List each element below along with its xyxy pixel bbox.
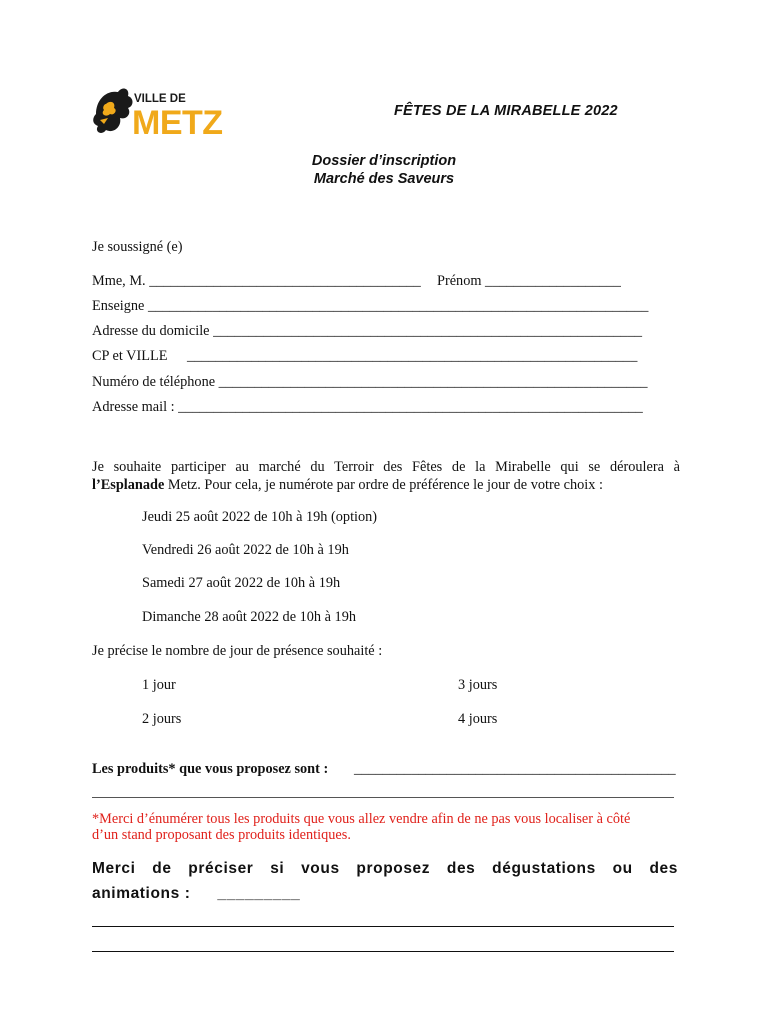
presence-option-2: 2 jours bbox=[142, 711, 182, 727]
tasting-answer-line-1[interactable] bbox=[92, 926, 674, 927]
name-field[interactable]: Mme, M. ______________________________________ bbox=[92, 273, 421, 289]
cp-field[interactable]: _______________________________________________________________ bbox=[187, 348, 638, 364]
participation-paragraph bbox=[92, 458, 680, 494]
firstname-field[interactable]: Prénom ___________________ bbox=[437, 273, 621, 289]
products-extra-line[interactable] bbox=[92, 797, 674, 798]
participation-text-line1: Je souhaite participer au marché du Terroir des Fêtes de la Mirabelle qui se déroulera à bbox=[92, 459, 680, 475]
tasting-answer-line-2[interactable] bbox=[92, 951, 674, 952]
presence-option-1: 1 jour bbox=[142, 677, 176, 693]
event-title: FÊTES DE LA MIRABELLE 2022 bbox=[394, 103, 618, 119]
esplanade-bold: l’Esplanade bbox=[92, 477, 165, 493]
tasting-question-line1: Merci de préciser si vous proposez des dégustations ou des bbox=[92, 860, 678, 877]
logo-top-text: VILLE DE bbox=[134, 93, 186, 105]
day-option-3: Samedi 27 août 2022 de 10h à 19h bbox=[142, 575, 341, 591]
day-option-4: Dimanche 28 août 2022 de 10h à 19h bbox=[142, 609, 357, 625]
tasting-question bbox=[92, 856, 678, 906]
presence-label: Je précise le nombre de jour de présence souhaité : bbox=[92, 643, 383, 659]
doc-title: Dossier d’inscription bbox=[311, 153, 457, 169]
day-option-1: Jeudi 25 août 2022 de 10h à 19h (option) bbox=[142, 509, 378, 525]
undersigned-label: Je soussigné (e) bbox=[92, 239, 183, 255]
ville-de-metz-logo bbox=[92, 84, 227, 140]
products-label: Les produits* que vous proposez sont : bbox=[92, 761, 329, 777]
day-option-2: Vendredi 26 août 2022 de 10h à 19h bbox=[142, 542, 349, 558]
participation-text-line2: Metz. Pour cela, je numérote par ordre de préférence le jour de votre choix : bbox=[164, 477, 603, 493]
doc-subtitle: Marché des Saveurs bbox=[313, 171, 455, 187]
phone-field[interactable]: Numéro de téléphone ____________________________________________________________ bbox=[92, 374, 648, 390]
email-field[interactable]: Adresse mail : _________________________________________________________________ bbox=[92, 399, 643, 415]
tasting-blank[interactable]: _________ bbox=[217, 885, 301, 902]
presence-option-3: 3 jours bbox=[458, 677, 498, 693]
products-field[interactable]: _____________________________________________ bbox=[354, 761, 676, 777]
logo-main-text: METZ bbox=[132, 104, 223, 140]
lion-icon bbox=[92, 84, 227, 140]
address-field[interactable]: Adresse du domicile ____________________________________________________________ bbox=[92, 323, 643, 339]
sign-field[interactable]: Enseigne ______________________________________________________________________ bbox=[92, 298, 649, 314]
presence-option-4: 4 jours bbox=[458, 711, 498, 727]
products-note-line2: d’un stand proposant des produits identiques. bbox=[92, 827, 351, 843]
tasting-question-line2: animations : bbox=[92, 885, 191, 902]
cp-label: CP et VILLE bbox=[92, 348, 168, 364]
products-note-line1: *Merci d’énumérer tous les produits que vous allez vendre afin de ne pas vous localiser à côté bbox=[92, 811, 631, 827]
